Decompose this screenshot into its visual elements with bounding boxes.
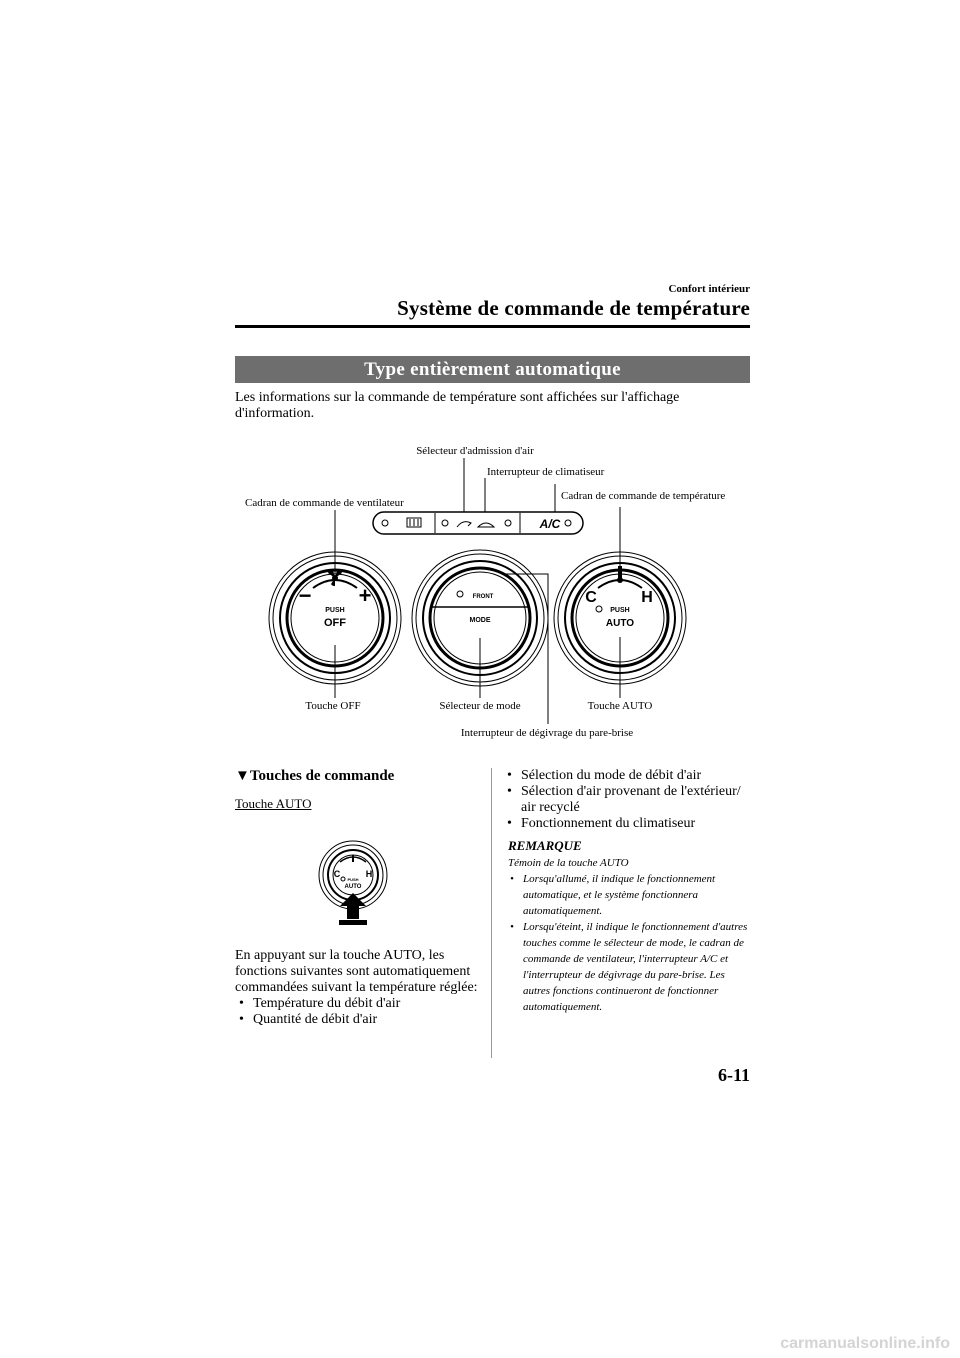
intro-paragraph: Les informations sur la commande de température sont affichées sur l'affichage d'information. (235, 390, 680, 421)
push-label-right: PUSH (610, 607, 630, 614)
auto-label: AUTO (605, 618, 635, 629)
auto-paragraph: En appuyant sur la touche AUTO, les fonctions suivantes sont automatiquement commandées suivant la température réglée: (235, 948, 478, 995)
indicator-ac (565, 520, 571, 526)
page-number: 6-11 (717, 1065, 750, 1085)
svg-text:C: C (333, 869, 341, 879)
svg-text:AUTO: AUTO (344, 884, 362, 890)
label-off-button: Touche OFF (305, 700, 361, 712)
triangle-down-icon: ▼ (235, 768, 250, 784)
label-fan-dial: Cadran de commande de ventilateur (245, 497, 404, 509)
ac-label: A/C (539, 517, 561, 531)
auto-functions-list (503, 768, 753, 832)
note-subheading: Témoin de la touche AUTO (508, 857, 629, 869)
list-item: • Fonctionnement du climatiseur (503, 816, 753, 832)
recirc-air-icon (478, 523, 494, 527)
section-heading: ▼Touches de commande (235, 768, 395, 784)
fan-minus: − (298, 583, 312, 608)
cold-label: C (585, 589, 597, 606)
indicator-intake-2 (505, 520, 511, 526)
fan-plus: + (358, 583, 372, 608)
label-intake: Sélecteur d'admission d'air (416, 445, 534, 457)
subsection-heading: Touche AUTO (235, 796, 312, 811)
list-item: • Sélection du mode de débit d'air (503, 768, 753, 784)
list-item: • Température du débit d'air (235, 996, 480, 1012)
column-divider (491, 768, 492, 1058)
page-title: Système de commande de température (397, 296, 750, 320)
note-item: • Lorsqu'éteint, il indique le fonctionnement d'autres touches comme le sélecteur de mode, le cadran de commande de ventilateur, l'interrupteur A/C et l'interrupteur de dégivrage du pare-brise. Les autres fonctions continueront de fonctionner automatiquement. (508, 919, 753, 1015)
outside-air-icon (457, 522, 471, 527)
section-banner: Type entièrement automatique (235, 356, 750, 383)
note-item: • Lorsqu'allumé, il indique le fonctionnement automatique, et le système fonctionnera automatiquement. (508, 871, 753, 919)
list-item: • Quantité de débit d'air (235, 1012, 480, 1028)
indicator-defrost-rear (382, 520, 388, 526)
note-body (508, 855, 753, 1015)
label-mode-selector: Sélecteur de mode (439, 700, 521, 712)
press-arrow-icon (340, 893, 366, 919)
label-auto-button: Touche AUTO (587, 700, 653, 712)
svg-text:H: H (365, 869, 373, 879)
auto-description (235, 948, 480, 1028)
list-item: • Sélection d'air provenant de l'extérieur/ air recyclé (503, 784, 753, 816)
auto-button-illustration (313, 840, 403, 930)
indicator-intake (442, 520, 448, 526)
note-heading: REMARQUE (508, 838, 582, 853)
off-label: OFF (324, 617, 346, 629)
section-kicker: Confort intérieur (668, 283, 750, 295)
push-label-left: PUSH (325, 607, 345, 614)
label-temp-dial: Cadran de commande de température (561, 490, 726, 502)
climate-control-diagram (235, 440, 750, 745)
label-ac-switch: Interrupteur de climatiseur (487, 466, 605, 478)
svg-text:PUSH: PUSH (347, 877, 359, 882)
label-defrost: Interrupteur de dégivrage du pare-brise (460, 727, 634, 739)
title-rule (235, 325, 750, 328)
hot-label: H (641, 589, 653, 606)
mode-label: MODE (469, 617, 491, 624)
front-label: FRONT (472, 594, 494, 600)
watermark: carmanualsonline.info (780, 1335, 950, 1352)
